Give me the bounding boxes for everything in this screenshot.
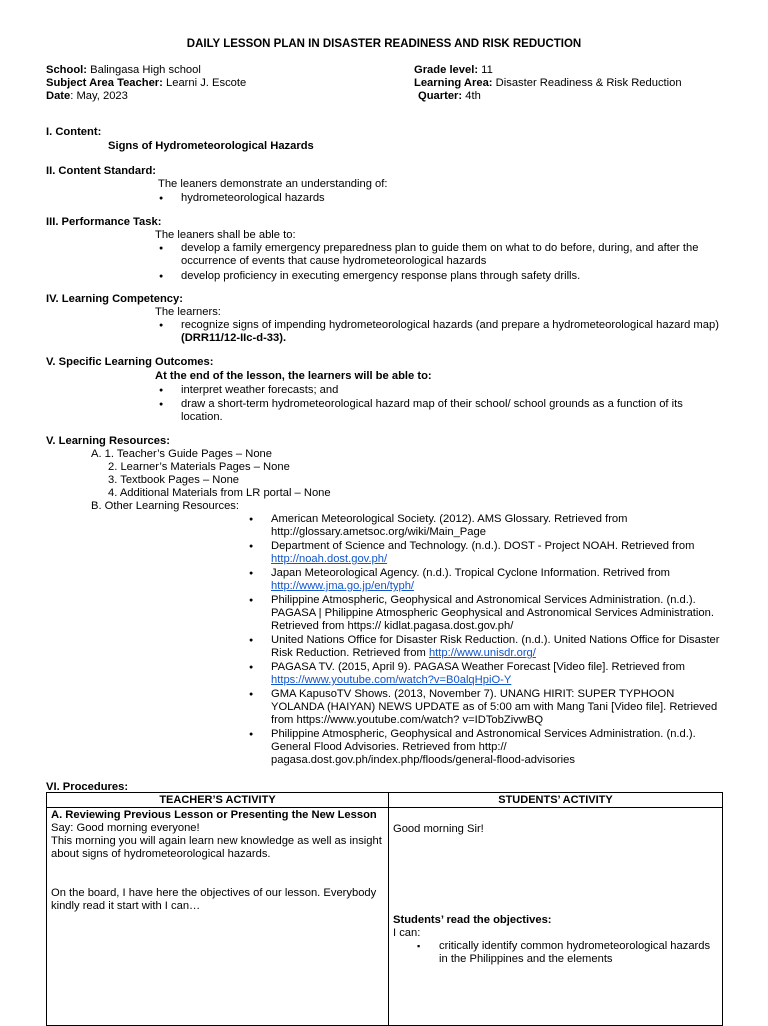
performance-intro: The leaners shall be able to: <box>155 229 296 241</box>
date-value: : May, 2023 <box>70 90 128 102</box>
reference-item <box>245 728 723 767</box>
area-value: Disaster Readiness & Risk Reduction <box>495 77 682 89</box>
outcomes-intro: At the end of the lesson, the learners will be able to: <box>155 370 432 382</box>
school-line <box>46 64 201 77</box>
references-list <box>245 513 723 767</box>
resources-heading: V. Learning Resources: <box>46 435 170 447</box>
competency-heading: IV. Learning Competency: <box>46 293 183 305</box>
list-item: ● develop a family emergency preparedness plan to guide them on what to do before, during, and after the occurrence of events that cause hydrometeorological hazards <box>155 242 721 268</box>
grade-value: 11 <box>481 64 493 76</box>
standard-heading: II. Content Standard: <box>46 165 157 177</box>
list-item <box>155 319 721 345</box>
teacher-activity-cell <box>47 808 389 1026</box>
outcomes-list <box>155 384 721 424</box>
quarter-value: 4th <box>465 90 481 102</box>
reference-item <box>245 540 723 566</box>
reference-text: United Nations Office for Disaster Risk Reduction. (n.d.). United Nations Office for Disaster Risk Reduction. Retrieved from <box>271 634 720 659</box>
outcomes-heading: V. Specific Learning Outcomes: <box>46 356 214 368</box>
resource-a3: 3. Textbook Pages – None <box>108 474 240 486</box>
content-topic: Signs of Hydrometeorological Hazards <box>108 140 314 152</box>
reference-text: PAGASA TV. (2015, April 9). PAGASA Weather Forecast [Video file]. Retrieved from <box>271 661 685 673</box>
date-label: Date <box>46 90 71 102</box>
section-a-heading: A. Reviewing Previous Lesson or Presenting the New Lesson <box>51 809 377 821</box>
reference-link[interactable]: http://www.jma.go.jp/en/typh/ <box>271 580 415 592</box>
teacher-value: Learni J. Escote <box>166 77 247 89</box>
list-item: ● hydrometeorological hazards <box>155 192 715 205</box>
reference-text: GMA KapusoTV Shows. (2013, November 7). UNANG HIRIT: SUPER TYPHOON YOLANDA (HAIYAN) NEWS UPDATE as of 5:00 am with Mang Tani [Video file]. Retrieved from https://www.youtube.com/watch? v=IDTobZivwBQ <box>271 688 718 726</box>
students-line-1: Good morning Sir! <box>393 823 484 835</box>
resource-a2: 2. Learner’s Materials Pages – None <box>108 461 290 473</box>
students-column-header: STUDENTS’ ACTIVITY <box>389 793 723 808</box>
reference-item <box>245 688 723 727</box>
date-line <box>46 90 128 103</box>
quarter-line <box>418 90 481 103</box>
grade-label: Grade level: <box>414 64 479 76</box>
teacher-label: Subject Area Teacher: <box>46 77 163 89</box>
reference-item <box>245 661 723 687</box>
competency-intro: The learners: <box>155 306 221 318</box>
procedures-heading: VI. Procedures: <box>46 781 129 793</box>
teacher-column-header: TEACHER’S ACTIVITY <box>47 793 389 808</box>
performance-list <box>155 242 721 283</box>
students-activity-cell <box>389 808 723 1026</box>
area-line <box>414 77 682 90</box>
standard-intro: The leaners demonstrate an understanding of: <box>158 178 388 190</box>
competency-code: (DRR11/12-IIc-d-33). <box>181 332 287 344</box>
competency-text: recognize signs of impending hydrometeorological hazards (and prepare a hydrometeorological hazard map) <box>181 319 719 331</box>
reference-link[interactable]: http://noah.dost.gov.ph/ <box>271 553 388 565</box>
teacher-line-3: On the board, I have here the objectives of our lesson. Everybody kindly read it start with I can… <box>51 887 377 912</box>
reference-link[interactable]: http://www.unisdr.org/ <box>428 647 536 659</box>
standard-list <box>155 192 715 205</box>
reference-link[interactable]: https://www.youtube.com/watch?v=B0alqHpiO-Y <box>271 674 512 686</box>
area-label: Learning Area: <box>414 77 493 89</box>
list-item: ● draw a short-term hydrometeorological hazard map of their school/ school grounds as a function of its location. <box>155 398 721 424</box>
resource-a1: A. 1. Teacher’s Guide Pages – None <box>91 448 272 460</box>
content-heading: I. Content: <box>46 126 102 138</box>
resource-b: B. Other Learning Resources: <box>91 500 239 512</box>
reference-item <box>245 567 723 593</box>
reference-text: American Meteorological Society. (2012). AMS Glossary. Retrieved from http://glossary.ametsoc.org/wiki/Main_Page <box>271 513 628 538</box>
reference-text: Japan Meteorological Agency. (n.d.). Tropical Cyclone Information. Retrived from <box>271 567 670 579</box>
reference-item <box>245 634 723 660</box>
teacher-line-1: Say: Good morning everyone! <box>51 822 200 834</box>
grade-line <box>414 64 493 77</box>
list-item: ● interpret weather forecasts; and <box>155 384 721 397</box>
objectives-list <box>393 940 718 966</box>
teacher-line-2: This morning you will again learn new knowledge as well as insight about signs of hydrometeorological hazards. <box>51 835 382 860</box>
students-line-2: Students’ read the objectives: <box>393 914 552 926</box>
students-line-3: I can: <box>393 927 421 939</box>
quarter-label: Quarter: <box>418 90 463 102</box>
teacher-line <box>46 77 246 90</box>
reference-text: Philippine Atmospheric, Geophysical and Astronomical Services Administration. (n.d.). General Flood Advisories. Retrieved from http:// pagasa.dost.gov.ph/index.php/floods/general-flood-advisories <box>271 728 696 766</box>
school-label: School: <box>46 64 88 76</box>
reference-text: Philippine Atmospheric, Geophysical and Astronomical Services Administration. (n.d.). PAGASA | Philippine Atmospheric Geophysical and Astronomical Services Administration. Retrieved from https:// kidlat.pagasa.dost.gov.ph/ <box>271 594 714 632</box>
procedures-table <box>46 792 723 1026</box>
competency-list <box>155 319 721 345</box>
reference-text: Department of Science and Technology. (n.d.). DOST - Project NOAH. Retrieved from <box>271 540 695 552</box>
reference-item <box>245 513 723 539</box>
table-row <box>47 808 723 1026</box>
list-item: ▪ critically identify common hydrometeorological hazards in the Philippines and the elements <box>393 940 718 966</box>
school-value: Balingasa High school <box>90 64 201 76</box>
document-title: DAILY LESSON PLAN IN DISASTER READINESS AND RISK REDUCTION <box>186 38 582 50</box>
reference-item <box>245 594 723 633</box>
performance-heading: III. Performance Task: <box>46 216 162 228</box>
list-item: ● develop proficiency in executing emergency response plans through safety drills. <box>155 270 721 283</box>
resource-a4: 4. Additional Materials from LR portal – None <box>108 487 331 499</box>
table-header-row <box>47 793 723 808</box>
